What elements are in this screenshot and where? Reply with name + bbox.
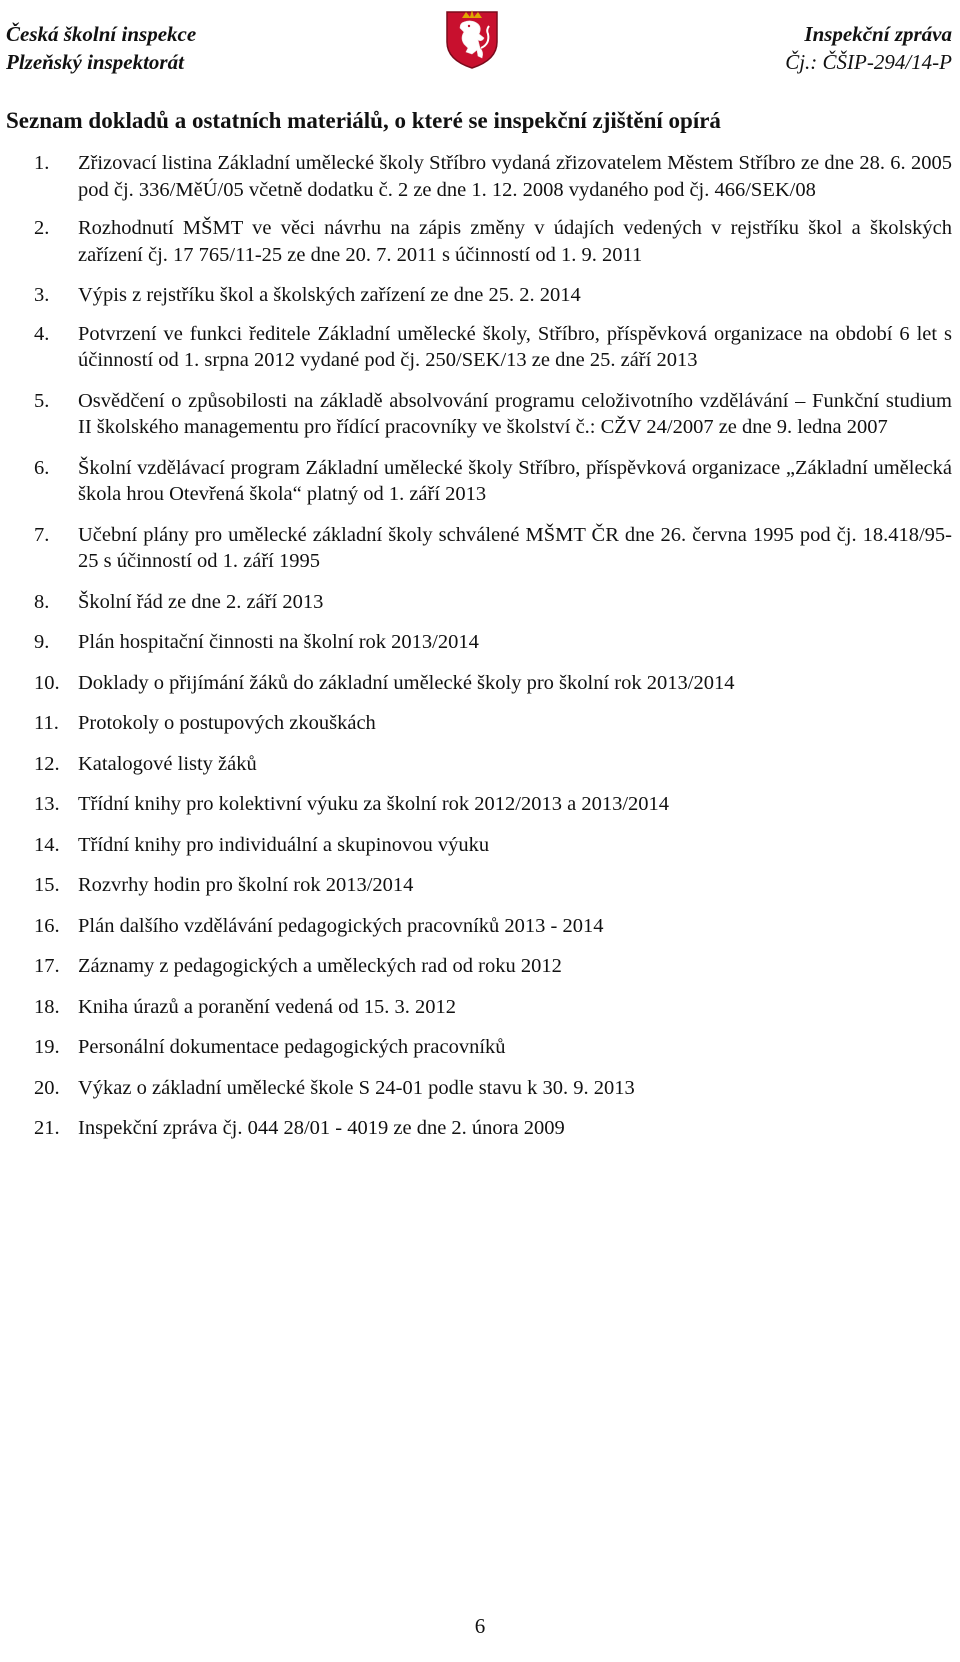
list-item-text: Výpis z rejstříku škol a školských zařízení ze dne 25. 2. 2014 [78, 284, 581, 306]
reference-number: Čj.: ČŠIP-294/14-P [785, 50, 952, 74]
list-item [34, 522, 952, 575]
list-item-number: 12. [34, 752, 60, 775]
list-item-number: 19. [34, 1036, 60, 1058]
list-item-number: 2. [34, 217, 50, 239]
list-item-number: 16. [34, 914, 60, 937]
list-item-text: Plán dalšího vzdělávání pedagogických pracovníků 2013 - 2014 [78, 914, 604, 937]
list-item [34, 321, 952, 374]
list-item [34, 751, 952, 778]
list-item-number: 17. [34, 955, 60, 977]
regional-inspectorate-name: Plzeňský inspektorát [6, 50, 184, 74]
list-item-number: 18. [34, 995, 60, 1018]
list-item-text: Protokoly o postupových zkouškách [78, 712, 376, 734]
list-item-number: 21. [34, 1117, 60, 1139]
document-type: Inspekční zpráva [804, 22, 952, 46]
list-item-number: 9. [34, 631, 50, 653]
list-item [34, 710, 952, 737]
list-item-number: 1. [34, 152, 50, 174]
page-number: 6 [474, 1614, 486, 1638]
header-left [6, 20, 196, 76]
list-item-number: 4. [34, 322, 50, 345]
list-item-text: Třídní knihy pro kolektivní výuku za školní rok 2012/2013 a 2013/2014 [78, 793, 670, 815]
list-item-text: Záznamy z pedagogických a uměleckých rad od roku 2012 [78, 955, 562, 977]
list-item-text: Plán hospitační činnosti na školní rok 2013/2014 [78, 631, 479, 653]
list-item-text: Zřizovací listina Základní umělecké školy Stříbro vydaná zřizovatelem Městem Stříbro ze dne 28. 6. 2005 pod čj. 336/MěÚ/05 včetně dodatku č. 2 ze dne 1. 12. 2008 vydaného pod čj. 466/SEK/08 [78, 152, 952, 201]
list-item-text: Personální dokumentace pedagogických pracovníků [78, 1036, 506, 1058]
list-item-text: Výkaz o základní umělecké škole S 24-01 podle stavu k 30. 9. 2013 [78, 1076, 635, 1099]
list-item [34, 1115, 952, 1142]
list-item-text: Rozvrhy hodin pro školní rok 2013/2014 [78, 874, 414, 896]
list-item-number: 7. [34, 523, 50, 546]
list-item-text: Osvědčení o způsobilosti na základě absolvování programu celoživotního vzdělávání – Funkční studium II školského managementu pro řídící pracovníky ve školství č.: CŽV 24/2007 ze dne 9. ledna 2007 [78, 389, 952, 438]
list-item [34, 872, 952, 899]
list-item-number: 5. [34, 389, 50, 412]
list-item [34, 455, 952, 508]
list-item-number: 20. [34, 1076, 60, 1099]
list-item-number: 13. [34, 793, 60, 815]
list-item-number: 14. [34, 833, 60, 856]
section-title: Seznam dokladů a ostatních materiálů, o které se inspekční zjištění opírá [6, 108, 721, 133]
list-item [34, 388, 952, 441]
list-item [34, 1075, 952, 1102]
list-item-text: Inspekční zpráva čj. 044 28/01 - 4019 ze dne 2. února 2009 [78, 1117, 565, 1139]
header-right [785, 20, 952, 76]
list-item-number: 15. [34, 874, 60, 896]
czech-lion-coat-of-arms-icon [444, 4, 500, 70]
inspection-authority-name: Česká školní inspekce [6, 22, 197, 46]
list-item [34, 670, 952, 697]
documents-list [34, 150, 952, 1142]
list-item [34, 629, 952, 656]
list-item [34, 282, 952, 309]
list-item-text: Doklady o přijímání žáků do základní umělecké školy pro školní rok 2013/2014 [78, 671, 735, 694]
list-item [34, 994, 952, 1021]
list-item-text: Učební plány pro umělecké základní školy schválené MŠMT ČR dne 26. června 1995 pod čj. 18.418/95-25 s účinností od 1. září 1995 [78, 523, 952, 572]
list-item-number: 11. [34, 712, 59, 734]
list-item [34, 1034, 952, 1061]
list-item-text: Kniha úrazů a poranění vedená od 15. 3. 2012 [78, 995, 456, 1018]
list-item [34, 913, 952, 940]
list-item [34, 589, 952, 616]
list-item [34, 150, 952, 203]
list-item [34, 832, 952, 859]
list-item-text: Potvrzení ve funkci ředitele Základní umělecké školy, Stříbro, příspěvková organizace na období 6 let s účinností od 1. srpna 2012 vydané pod čj. 250/SEK/13 ze dne 25. září 2013 [78, 322, 952, 371]
list-item-number: 3. [34, 284, 50, 306]
list-item-text: Školní řád ze dne 2. září 2013 [78, 590, 324, 613]
list-item-text: Školní vzdělávací program Základní umělecké školy Stříbro, příspěvková organizace „Základní umělecká škola hrou Otevřená škola“ platný od 1. září 2013 [78, 456, 952, 505]
list-item [34, 953, 952, 980]
list-item-number: 8. [34, 590, 50, 613]
list-item-text: Rozhodnutí MŠMT ve věci návrhu na zápis změny v údajích vedených v rejstříku škol a školských zařízení čj. 17 765/11-25 ze dne 20. 7. 2011 s účinností od 1. 9. 2011 [78, 217, 952, 266]
list-item-text: Třídní knihy pro individuální a skupinovou výuku [78, 833, 490, 856]
list-item-number: 10. [34, 671, 60, 694]
list-item-text: Katalogové listy žáků [78, 752, 257, 775]
list-item [34, 215, 952, 268]
list-item [34, 791, 952, 818]
list-item-number: 6. [34, 456, 50, 479]
